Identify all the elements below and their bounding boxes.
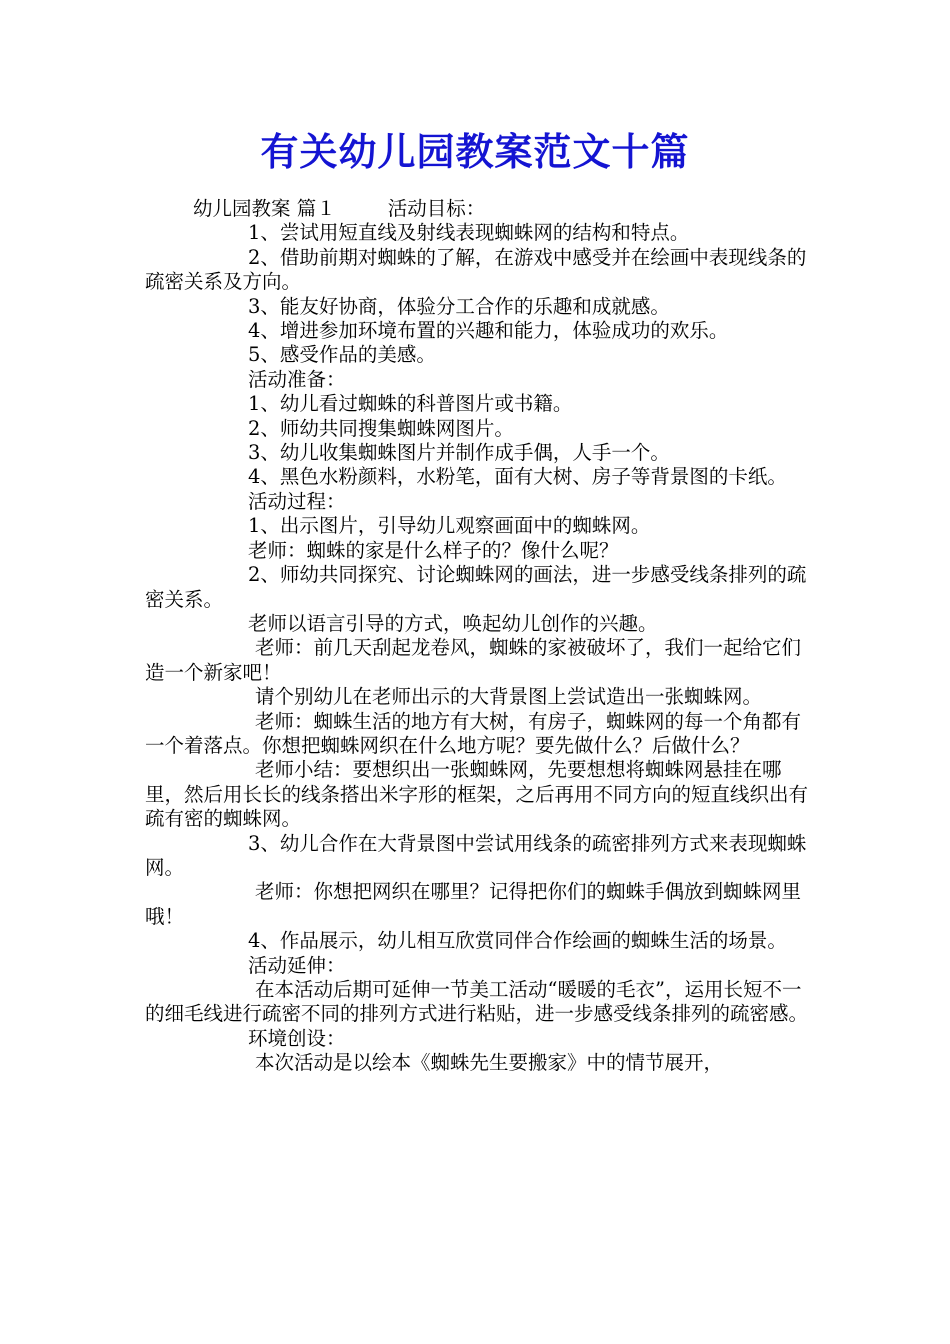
paragraph: 活动延伸： (248, 953, 346, 977)
paragraph: 老师以语言引导的方式，唤起幼儿创作的兴趣。 (248, 611, 658, 635)
paragraph: 4、黑色水粉颜料，水粉笔，面有大树、房子等背景图的卡纸。 (248, 465, 787, 489)
document-title: 有关幼儿园教案范文十篇 (260, 129, 690, 174)
paragraph: 活动过程： (248, 489, 346, 513)
paragraph: 3、幼儿收集蜘蛛图片并制作成手偶，人手一个。 (248, 441, 670, 465)
paragraph: 老师：你想把网织在哪里？记得把你们的蜘蛛手偶放到蜘蛛网里哦！ (145, 880, 802, 928)
paragraph: 3、幼儿合作在大背景图中尝试用线条的疏密排列方式来表现蜘蛛网。 (145, 831, 807, 879)
paragraph: 1、尝试用短直线及射线表现蜘蛛网的结构和特点。 (248, 221, 690, 245)
paragraph: 老师：前几天刮起龙卷风，蜘蛛的家被破坏了，我们一起给它们造一个新家吧！ (145, 636, 802, 684)
paragraph: 1、出示图片，引导幼儿观察画面中的蜘蛛网。 (248, 514, 651, 538)
paragraph: 4、作品展示，幼儿相互欣赏同伴合作绘画的蜘蛛生活的场景。 (248, 929, 787, 953)
paragraph: 1、幼儿看过蜘蛛的科普图片或书籍。 (248, 392, 573, 416)
paragraph: 请个别幼儿在老师出示的大背景图上尝试造出一张蜘蛛网。 (255, 685, 763, 709)
paragraph: 老师小结：要想织出一张蜘蛛网，先要想想将蜘蛛网悬挂在哪里，然后用长长的线条搭出米字形的框架，之后再用不同方向的短直线织出有疏有密的蜘蛛网。 (145, 758, 809, 831)
paragraph: 在本活动后期可延伸一节美工活动“暖暖的毛衣”，运用长短不一的细毛线进行疏密不同的排列方式进行粘贴，进一步感受线条排列的疏密感。 (145, 978, 809, 1026)
document-body (145, 197, 813, 1076)
paragraph-list (145, 221, 813, 1075)
paragraph: 本次活动是以绘本《蜘蛛先生要搬家》中的情节展开， (255, 1051, 724, 1075)
paragraph: 活动准备： (248, 367, 346, 391)
paragraph: 2、师幼共同探究、讨论蜘蛛网的画法，进一步感受线条排列的疏密关系。 (145, 563, 807, 611)
paragraph: 4、增进参加环境布置的兴趣和能力，体验成功的欢乐。 (248, 319, 729, 343)
paragraph: 2、师幼共同搜集蜘蛛网图片。 (248, 416, 514, 440)
paragraph: 3、能友好协商，体验分工合作的乐趣和成就感。 (248, 294, 670, 318)
section-heading: 幼儿园教案 篇１ (193, 197, 336, 220)
paragraph: 2、借助前期对蜘蛛的了解，在游戏中感受并在绘画中表现线条的疏密关系及方向。 (145, 245, 807, 294)
paragraph: 老师：蜘蛛生活的地方有大树，有房子，蜘蛛网的每一个角都有一个着落点。你想把蜘蛛网织在什么地方呢？要先做什么？后做什么？ (145, 709, 802, 757)
paragraph: 环境创设： (248, 1026, 346, 1050)
paragraph: 5、感受作品的美感。 (248, 343, 436, 367)
objectives-label: 活动目标： (387, 197, 486, 220)
section-heading-line (145, 197, 813, 221)
paragraph: 老师：蜘蛛的家是什么样子的？像什么呢？ (248, 538, 619, 562)
